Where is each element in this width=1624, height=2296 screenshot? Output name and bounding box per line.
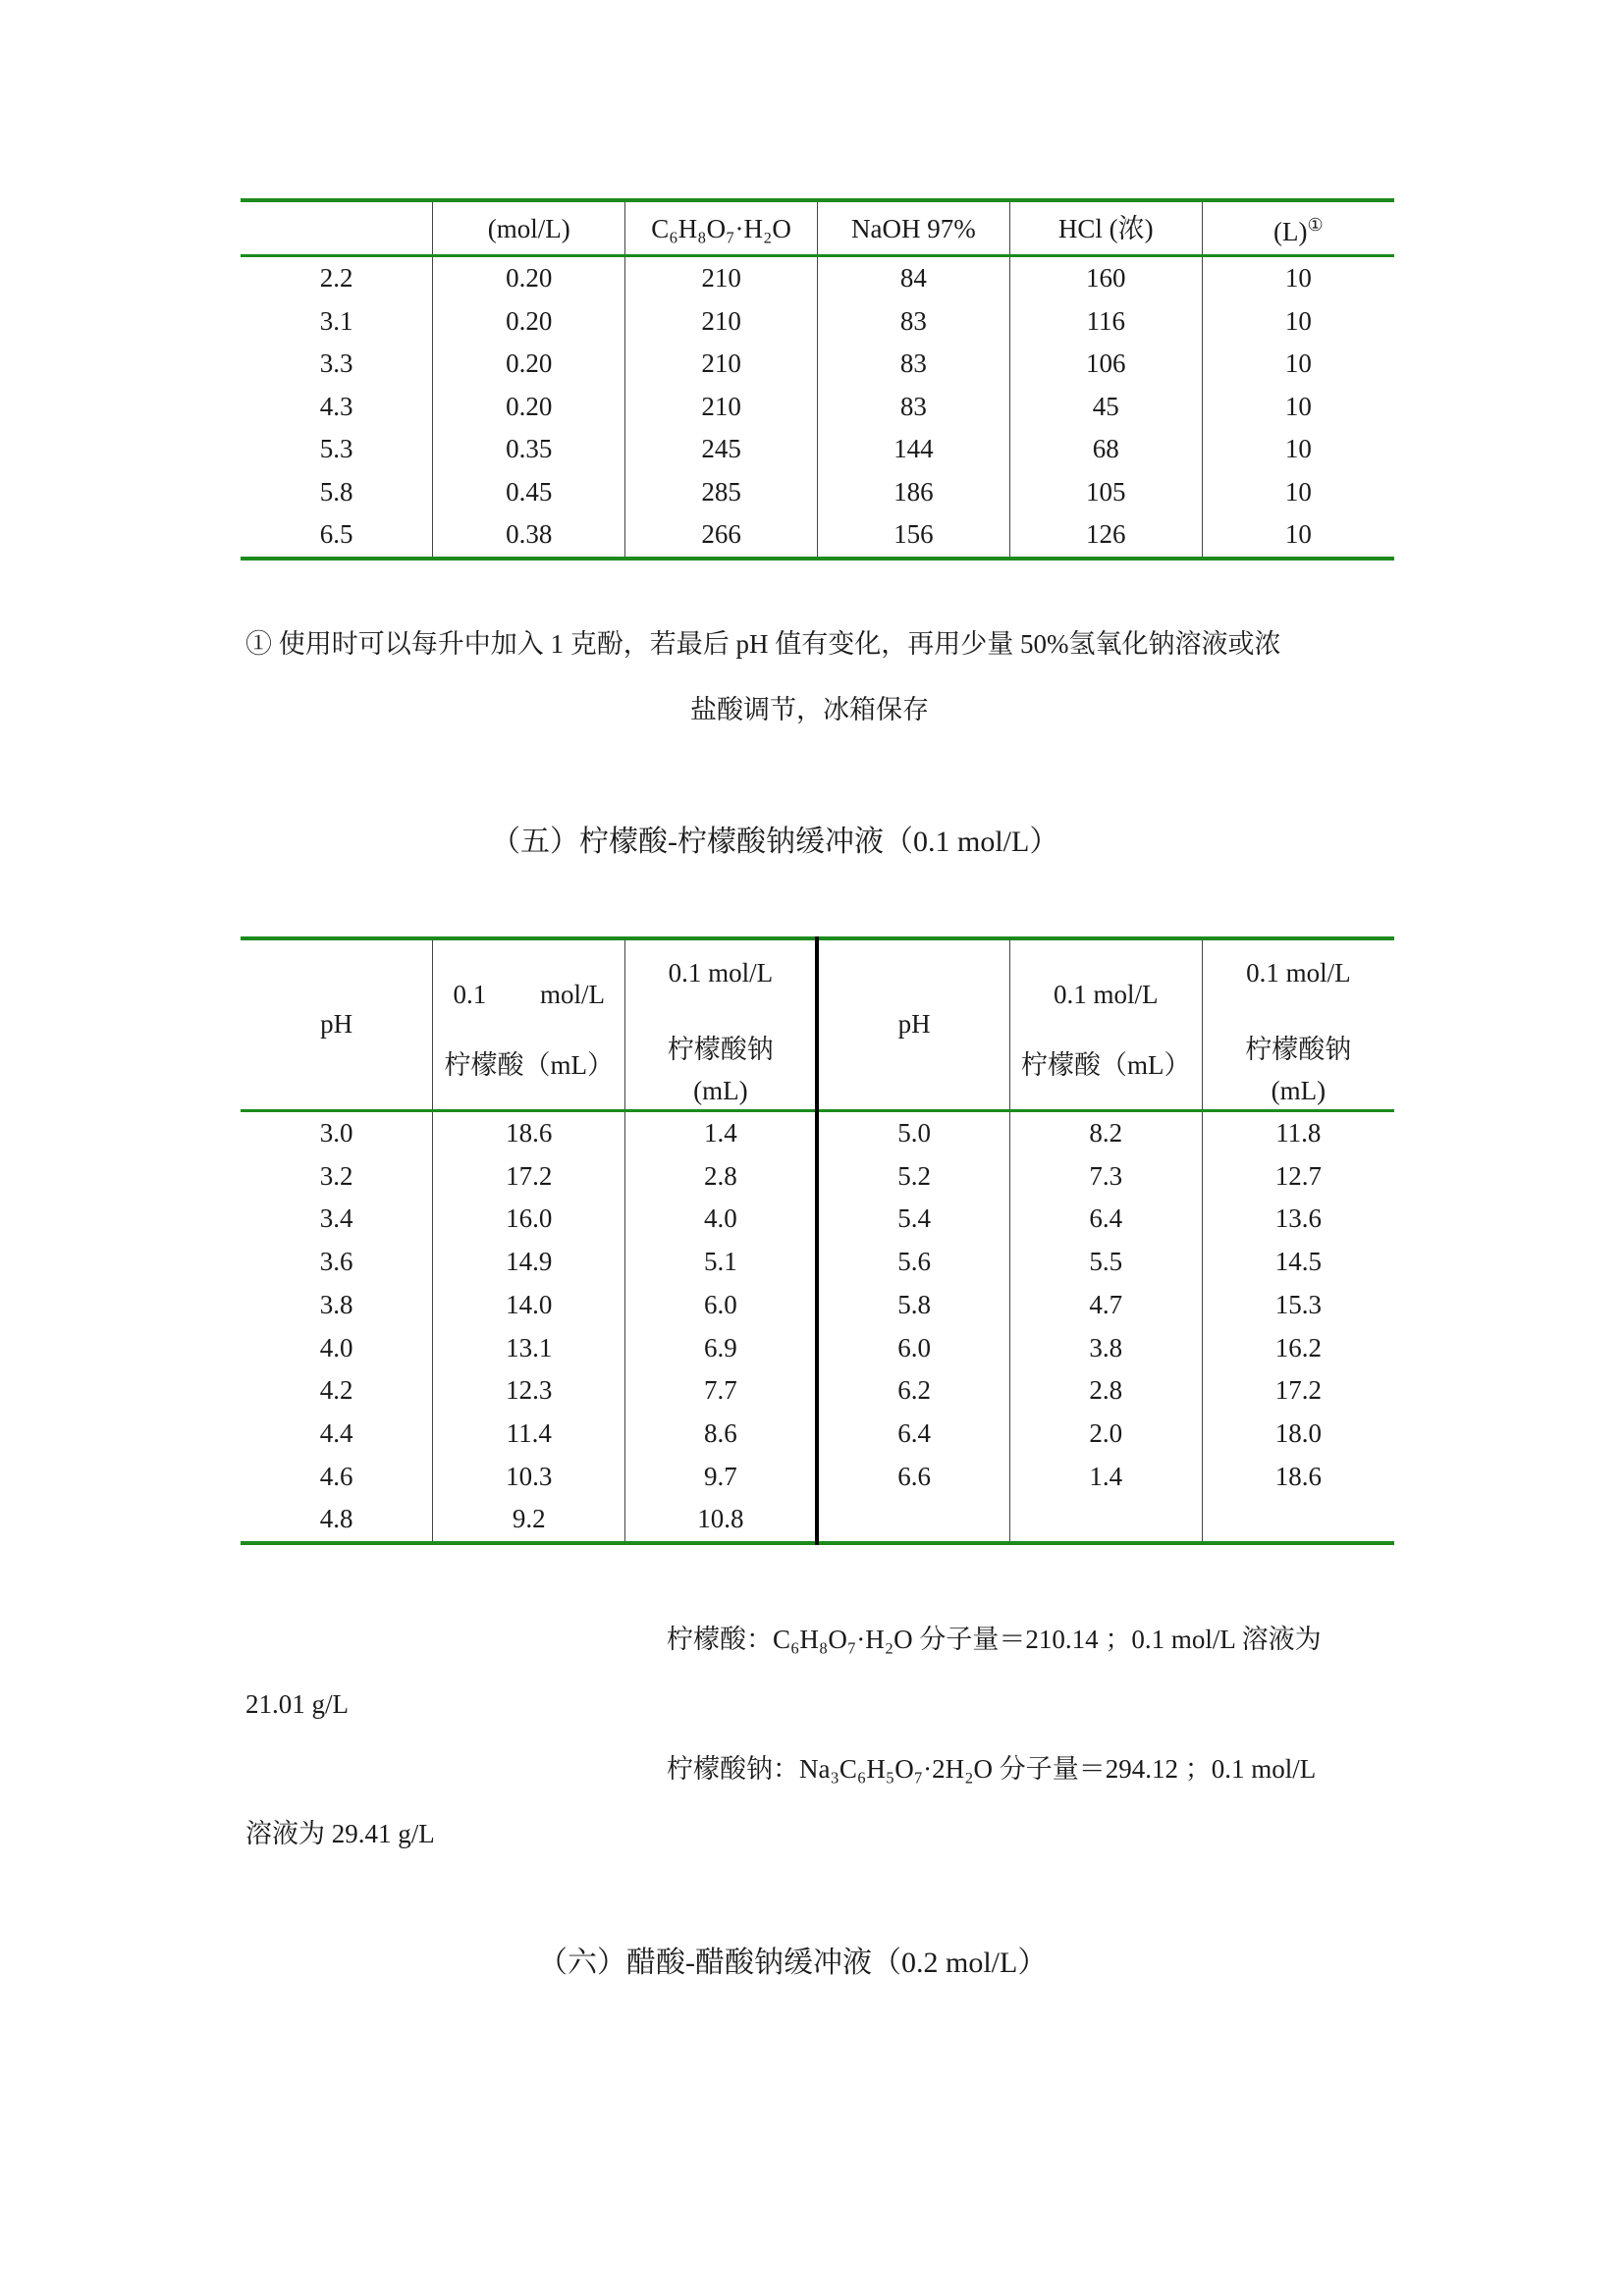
table-row — [241, 1413, 1394, 1456]
table-cell: 14.9 — [433, 1241, 625, 1284]
table-cell: 6.6 — [817, 1456, 1009, 1499]
table-cell — [817, 1498, 1009, 1543]
table-cell: 7.3 — [1009, 1155, 1202, 1199]
table-cell: 7.7 — [625, 1369, 818, 1413]
table-row — [241, 1284, 1394, 1327]
header-acid-2 — [1009, 938, 1202, 1111]
table-row — [241, 1241, 1394, 1284]
table-cell: 3.0 — [319, 1118, 353, 1148]
table-cell: 5.8 — [817, 1284, 1009, 1327]
table-cell: 10 — [1202, 428, 1394, 471]
footnote-line-1: ① 使用时可以每升中加入 1 克酚，若最后 pH 值有变化，再用少量 50%氢氧化钠溶液或浓 — [245, 629, 1281, 659]
table-cell: 1.4 — [625, 1111, 818, 1155]
table-cell: 4.3 — [319, 391, 353, 421]
header-cell: (mol/L) — [433, 200, 625, 256]
table-cell: 68 — [1009, 428, 1202, 471]
table-cell: 18.6 — [433, 1111, 625, 1155]
section-title-6: （六）醋酸-醋酸钠缓冲液（0.2 mol/L） — [538, 1947, 1048, 1979]
table-row — [241, 256, 1394, 300]
header-salt-label: 柠檬酸钠 — [1245, 1035, 1352, 1064]
table-cell: 0.45 — [433, 471, 625, 514]
table-cell: 6.0 — [625, 1284, 818, 1327]
header-salt-conc: 0.1 mol/L — [1246, 958, 1351, 988]
table-cell: 10.8 — [625, 1498, 818, 1543]
header-ph-label: pH — [897, 1009, 931, 1039]
table-cell: 210 — [625, 343, 818, 386]
note-citric-acid-2: 21.01 g/L — [245, 1689, 349, 1719]
header-volume-text: (L) — [1273, 217, 1308, 246]
table-cell: 8.6 — [625, 1413, 818, 1456]
table-cell: 10 — [1202, 471, 1394, 514]
table-cell: 144 — [817, 428, 1009, 471]
table-cell: 16.0 — [433, 1198, 625, 1241]
table-cell: 160 — [1009, 256, 1202, 300]
table-cell: 6.5 — [319, 519, 353, 549]
table-cell: 4.6 — [319, 1461, 353, 1491]
table-cell: 2.0 — [1009, 1413, 1202, 1456]
table-cell: 10 — [1202, 256, 1394, 300]
header-salt-unit: (mL) — [1271, 1076, 1326, 1105]
table-cell: 285 — [625, 471, 818, 514]
table-cell: 3.4 — [319, 1203, 353, 1234]
table-row — [241, 300, 1394, 344]
table-cell: 10 — [1202, 300, 1394, 344]
table-cell: 0.20 — [433, 256, 625, 300]
table-cell: 210 — [625, 300, 818, 344]
table-header-row — [241, 938, 1394, 1111]
table-cell: 0.35 — [433, 428, 625, 471]
header-acid-label: 柠檬酸（mL） — [444, 1050, 614, 1080]
table-cell: 12.7 — [1202, 1155, 1394, 1199]
table-cell: 4.4 — [319, 1417, 353, 1448]
table-cell: 4.2 — [319, 1375, 353, 1406]
table-row — [241, 343, 1394, 386]
table-cell: 14.5 — [1202, 1241, 1394, 1284]
table-cell: 3.1 — [319, 305, 353, 336]
table-row — [241, 513, 1394, 559]
table-cell: 5.1 — [625, 1241, 818, 1284]
header-ph-2 — [817, 938, 1009, 1111]
table-cell: 18.6 — [1202, 1456, 1394, 1499]
table-row — [241, 1198, 1394, 1241]
table-row — [241, 471, 1394, 514]
note-sodium-citrate-2: 溶液为 29.41 g/L — [245, 1819, 435, 1848]
table-cell: 210 — [625, 256, 818, 300]
table-cell — [1202, 1498, 1394, 1543]
table-cell: 10 — [1202, 513, 1394, 559]
table-cell: 116 — [1009, 300, 1202, 344]
note-sodium-citrate-1: 柠檬酸钠：Na₃C₆H₅O₇·2H₂O 分子量＝294.12 ；0.1 mol/L — [667, 1754, 1317, 1784]
header-salt-label: 柠檬酸钠 — [667, 1035, 774, 1064]
table-cell: 14.0 — [433, 1284, 625, 1327]
table-cell: 5.4 — [817, 1198, 1009, 1241]
table-row — [241, 386, 1394, 429]
header-cell-volume — [1202, 200, 1394, 256]
table-cell: 17.2 — [433, 1155, 625, 1199]
table-cell: 5.3 — [319, 434, 353, 463]
table-cell: 0.20 — [433, 386, 625, 429]
table-row — [241, 1155, 1394, 1199]
table-cell: 17.2 — [1202, 1369, 1394, 1413]
header-salt-conc: 0.1 mol/L — [668, 958, 774, 988]
table-cell: 2.8 — [1009, 1369, 1202, 1413]
table-cell: 6.4 — [1009, 1198, 1202, 1241]
header-cell: HCl (浓) — [1009, 200, 1202, 256]
table-cell: 3.8 — [1009, 1327, 1202, 1370]
table-cell: 106 — [1009, 343, 1202, 386]
header-salt-2 — [1202, 938, 1394, 1111]
table-citrate-buffer — [241, 936, 1394, 1545]
table-cell: 186 — [817, 471, 1009, 514]
table-cell: 12.3 — [433, 1369, 625, 1413]
header-cell: C₆H₈O₇·H₂O — [625, 200, 818, 256]
table-cell: 4.8 — [319, 1504, 353, 1534]
table-cell: 83 — [817, 386, 1009, 429]
table-cell: 45 — [1009, 386, 1202, 429]
header-acid-label: 柠檬酸（mL） — [1020, 1050, 1191, 1080]
table-cell: 4.0 — [319, 1332, 353, 1362]
header-acid-conc: 0.1 mol/L — [453, 980, 605, 1009]
table-cell: 105 — [1009, 471, 1202, 514]
table-cell: 6.2 — [817, 1369, 1009, 1413]
note-citric-acid-1: 柠檬酸：C₆H₈O₇·H₂O 分子量＝210.14 ；0.1 mol/L 溶液为 — [667, 1625, 1322, 1654]
table-cell: 8.2 — [1009, 1111, 1202, 1155]
table-cell: 2.8 — [625, 1155, 818, 1199]
table-cell: 3.2 — [319, 1160, 353, 1191]
table-cell: 1.4 — [1009, 1456, 1202, 1499]
table-row — [241, 428, 1394, 471]
table-cell: 5.0 — [817, 1111, 1009, 1155]
table-cell: 6.9 — [625, 1327, 818, 1370]
table-cell: 4.0 — [625, 1198, 818, 1241]
table-cell: 3.8 — [319, 1289, 353, 1319]
section-title-5: （五）柠檬酸-柠檬酸钠缓冲液（0.1 mol/L） — [491, 826, 1059, 858]
table-row — [241, 1327, 1394, 1370]
table-cell: 156 — [817, 513, 1009, 559]
table-cell: 10 — [1202, 343, 1394, 386]
header-ph-label: pH — [320, 1009, 353, 1039]
table-cell: 0.38 — [433, 513, 625, 559]
table-cell: 83 — [817, 343, 1009, 386]
table-cell: 5.6 — [817, 1241, 1009, 1284]
table-cell: 11.8 — [1202, 1111, 1394, 1155]
header-salt-unit: (mL) — [693, 1076, 748, 1105]
table-cell: 83 — [817, 300, 1009, 344]
table-cell: 2.2 — [319, 263, 353, 293]
header-cell: NaOH 97% — [817, 200, 1009, 256]
table-cell: 5.2 — [817, 1155, 1009, 1199]
table-row — [241, 1369, 1394, 1413]
table-row — [241, 1111, 1394, 1155]
header-salt — [625, 938, 818, 1111]
table-cell: 15.3 — [1202, 1284, 1394, 1327]
table-cell: 10.3 — [433, 1456, 625, 1499]
header-cell — [241, 200, 433, 256]
table-cell: 13.1 — [433, 1327, 625, 1370]
table-cell: 13.6 — [1202, 1198, 1394, 1241]
table-cell: 9.2 — [433, 1498, 625, 1543]
header-ph — [241, 938, 433, 1111]
table-cell: 126 — [1009, 513, 1202, 559]
table-cell: 11.4 — [433, 1413, 625, 1456]
table-citric-buffer-stock — [241, 198, 1394, 561]
table-row — [241, 1498, 1394, 1543]
table-header-row — [241, 200, 1394, 256]
header-acid-conc: 0.1 mol/L — [1053, 980, 1159, 1009]
table-cell: 84 — [817, 256, 1009, 300]
table-cell: 266 — [625, 513, 818, 559]
table-cell — [1009, 1498, 1202, 1543]
table-cell: 5.5 — [1009, 1241, 1202, 1284]
table-row — [241, 1456, 1394, 1499]
footnote-mark: ① — [1307, 215, 1324, 235]
header-acid — [433, 938, 625, 1111]
table-cell: 9.7 — [625, 1456, 818, 1499]
footnote-line-2: 盐酸调节，冰箱保存 — [690, 695, 929, 724]
table-cell: 3.3 — [319, 348, 353, 378]
table-cell: 4.7 — [1009, 1284, 1202, 1327]
table-cell: 245 — [625, 428, 818, 471]
table-cell: 6.0 — [817, 1327, 1009, 1370]
table-cell: 18.0 — [1202, 1413, 1394, 1456]
table-cell: 5.8 — [319, 476, 353, 507]
table-cell: 16.2 — [1202, 1327, 1394, 1370]
table-cell: 3.6 — [319, 1247, 353, 1277]
table-cell: 6.4 — [817, 1413, 1009, 1456]
table-cell: 10 — [1202, 386, 1394, 429]
table-cell: 0.20 — [433, 300, 625, 344]
table-cell: 210 — [625, 386, 818, 429]
table-cell: 0.20 — [433, 343, 625, 386]
